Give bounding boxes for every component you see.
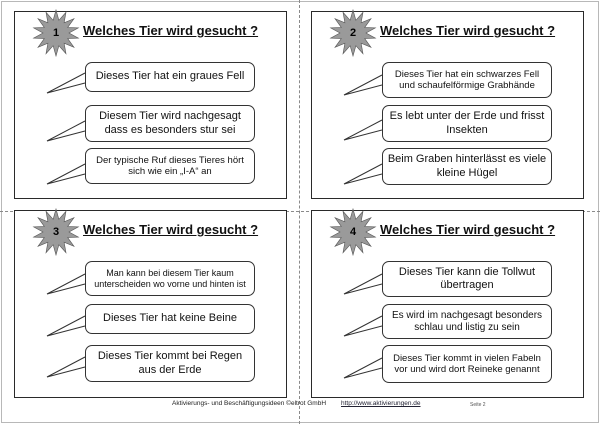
card-title: Welches Tier wird gesucht ?	[83, 222, 259, 237]
clue-text: Es wird im nachgesagt besonders schlau und listig zu sein	[391, 309, 543, 333]
clue-text: Dieses Tier hat keine Beine	[103, 312, 237, 325]
card-number: 1	[52, 27, 60, 39]
clue-bubble	[85, 304, 255, 334]
vertical-cut-line	[299, 0, 300, 424]
clue-text: Diesem Tier wird nachgesagt dass es besonders stur sei	[99, 110, 241, 136]
card-number: 4	[349, 226, 357, 238]
card-number: 2	[349, 27, 357, 39]
clue-text: Beim Graben hinterlässt es viele kleine Hügel	[387, 153, 547, 179]
clue-bubble	[85, 345, 255, 382]
footer-page-number: Seite 2	[470, 402, 486, 408]
riddle-card-1	[14, 11, 287, 199]
clue-bubble	[85, 105, 255, 142]
clue-bubble	[85, 62, 255, 92]
clue-text: Dieses Tier kommt in vielen Fabeln vor und wird dort Reineke genannt	[393, 352, 541, 375]
clue-bubble	[85, 148, 255, 184]
riddle-card-4	[311, 210, 584, 398]
clue-bubble	[382, 62, 552, 98]
clue-bubble	[382, 304, 552, 339]
burst-star-icon	[328, 8, 378, 58]
footer-website-link[interactable]: http://www.aktivierungen.de	[341, 400, 421, 407]
clue-bubble	[382, 261, 552, 297]
card-title: Welches Tier wird gesucht ?	[380, 222, 556, 237]
riddle-card-2	[311, 11, 584, 199]
clue-text: Es lebt unter der Erde und frisst Insekten	[389, 110, 545, 136]
riddle-card-3	[14, 210, 287, 398]
clue-bubble	[85, 261, 255, 296]
clue-bubble	[382, 345, 552, 383]
clue-text: Dieses Tier kann die Tollwut übertragen	[398, 265, 536, 291]
burst-star-icon	[31, 8, 81, 58]
card-number: 3	[52, 226, 60, 238]
footer-copyright: Aktivierungs- und Beschäftigungsideen ©eltrot GmbH	[172, 400, 327, 407]
burst-star-icon	[31, 207, 81, 257]
card-title: Welches Tier wird gesucht ?	[83, 23, 259, 38]
clue-text: Dieses Tier hat ein schwarzes Fell und schaufelförmige Grabhände	[394, 68, 540, 91]
burst-star-icon	[328, 207, 378, 257]
clue-text: Dieses Tier kommt bei Regen aus der Erde	[97, 350, 243, 376]
clue-bubble	[382, 105, 552, 142]
clue-text: Der typische Ruf dieses Tieres hört sich wie ein „I-A“ an	[96, 154, 244, 177]
clue-text: Dieses Tier hat ein graues Fell	[95, 70, 245, 83]
card-title: Welches Tier wird gesucht ?	[380, 23, 556, 38]
clue-bubble	[382, 148, 552, 185]
clue-text: Man kann bei diesem Tier kaum unterscheiden wo vorne und hinten ist	[94, 267, 246, 289]
